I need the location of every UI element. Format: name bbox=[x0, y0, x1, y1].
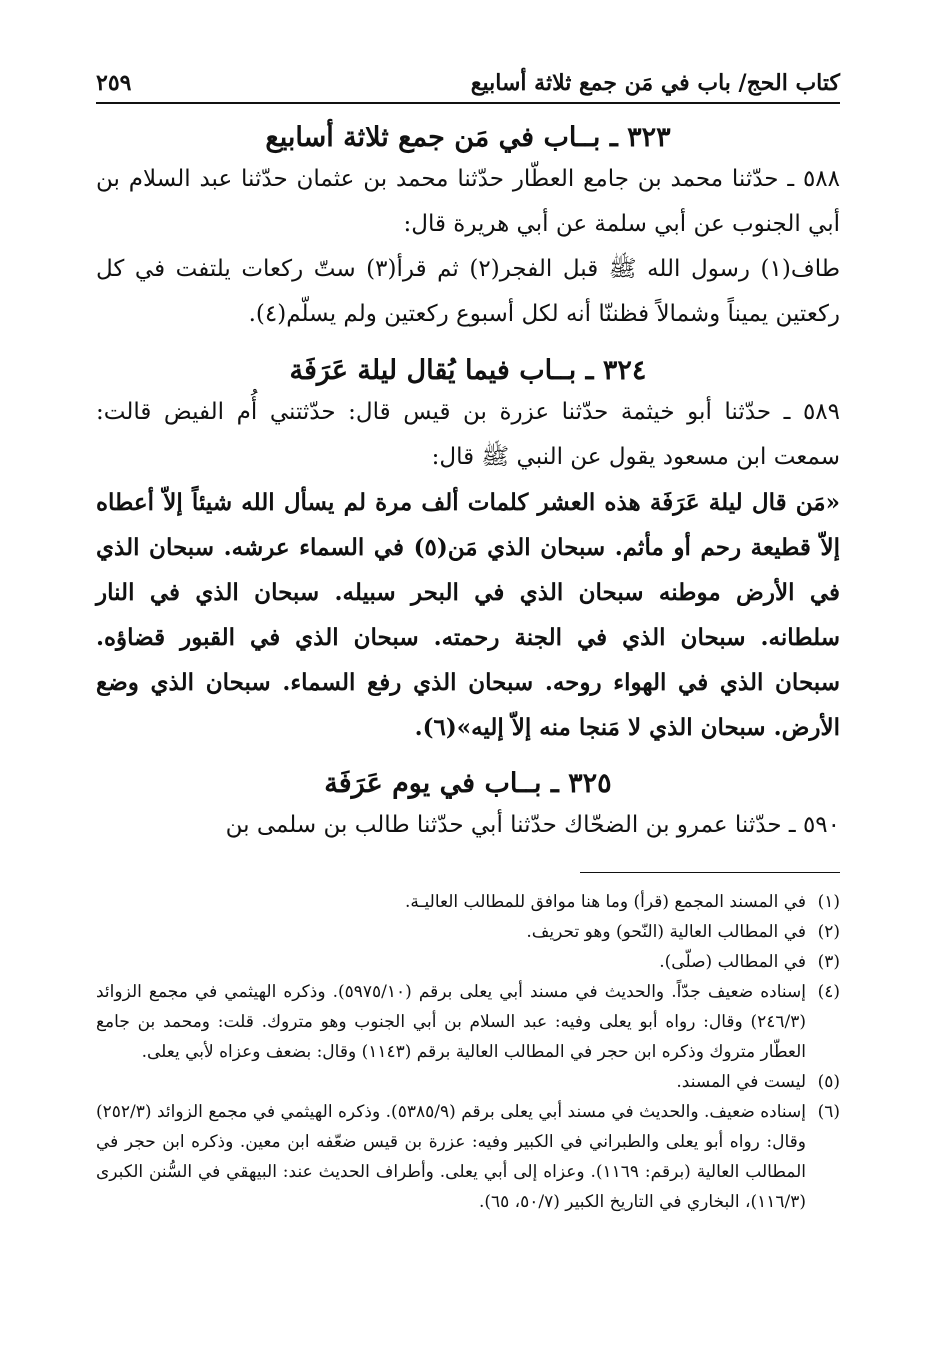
footnote-text: في المسند المجمع (قرأ) وما هنا موافق للمطالب العاليـة. bbox=[405, 892, 806, 912]
section-325 bbox=[96, 768, 840, 848]
document-page bbox=[96, 70, 840, 1217]
chapter-heading: ٣٢٥ ـ بــاب في يوم عَرَفَة bbox=[324, 768, 612, 799]
footnote bbox=[96, 947, 840, 977]
page-number: ٢٥٩ bbox=[96, 70, 132, 96]
running-header bbox=[96, 70, 840, 104]
section-323 bbox=[96, 122, 840, 337]
footnote-number: (٣) bbox=[817, 952, 840, 972]
hadith-paragraph: ٥٩٠ ـ حدّثنا عمرو بن الضحّاك حدّثنا أبي حدّثنا طالب بن سلمى بن bbox=[225, 812, 840, 838]
footnote-text: إسناده ضعيف جدّاً. والحديث في مسند أبي يعلى برقم (٥٩٧٥/١٠). وذكره الهيثمي في مجمع الزوائد (٢٤٦/٣) وقال: رواه أبو يعلى وفيه: عبد السلام بن أبي الجنوب وهو متروك. قلت: ومحمد بن جامع العطّار متروك وذكره ابن حجر في المطالب العالية برقم (١١٤٣) وقال: بضعف وعزاه لأبي يعلى. bbox=[96, 982, 806, 1062]
footnote-number: (٦) bbox=[817, 1102, 840, 1122]
footnote bbox=[96, 887, 840, 917]
header-title: كتاب الحج/ باب في مَن جمع ثلاثة أسابيع bbox=[470, 70, 840, 96]
footnote-separator bbox=[580, 872, 840, 873]
hadith-paragraph: طاف(١) رسول الله ﷺ قبل الفجر(٢) ثم قرأ(٣) ستّ ركعات يلتفت في كل ركعتين يميناً وشمالاً فظننّا أنه لكل أسبوع ركعتين ولم يسلّم(٤). bbox=[96, 256, 841, 327]
chapter-heading: ٣٢٤ ـ بــاب فيما يُقال ليلة عَرَفَة bbox=[289, 355, 647, 386]
footnote bbox=[96, 1097, 840, 1217]
footnote-text: في المطالب (صلّى). bbox=[659, 952, 806, 972]
footnotes bbox=[96, 887, 840, 1217]
hadith-paragraph: ٥٨٩ ـ حدّثنا أبو خيثمة حدّثنا عزرة بن قيس قال: حدّثتني أُم الفيض قالت: سمعت ابن مسعود يقول عن النبي ﷺ قال: bbox=[96, 399, 840, 470]
footnote-text: إسناده ضعيف. والحديث في مسند أبي يعلى برقم (٥٣٨٥/٩). وذكره الهيثمي في مجمع الزوائد (٢٥٢/٣) وقال: رواه أبو يعلى والطبراني في الكبير وفيه: عزرة بن قيس ضعّفه ابن معين. وذكره ابن حجر في المطالب العالية (برقم: ١١٦٩). وعزاه إلى أبي يعلى. وأطراف الحديث عند: البيهقي في السُّنن الكبرى (١١٦/٣)، البخاري في التاريخ الكبير (٥٠/٧، ٦٥). bbox=[96, 1102, 806, 1212]
footnote-number: (٤) bbox=[817, 982, 840, 1002]
hadith-text-bold: «مَن قال ليلة عَرَفَة هذه العشر كلمات ألف مرة لم يسأل الله شيئاً إلاّ أعطاه إلاّ قطيعة رحم أو مأثم. سبحان الذي مَن(٥) في السماء عرشه. سبحان الذي في الأرض موطنه سبحان الذي في البحر سبيله. سبحان الذي في النار سلطانه. سبحان الذي في الجنة رحمته. سبحان الذي في القبور قضاؤه. سبحان الذي في الهواء روحه. سبحان الذي رفع السماء. سبحان الذي وضع الأرض. سبحان الذي لا مَنجا منه إلاّ إليه»(٦). bbox=[96, 489, 841, 741]
footnote-number: (٢) bbox=[817, 922, 840, 942]
footnote bbox=[96, 1067, 840, 1097]
footnote-text: ليست في المسند. bbox=[676, 1072, 806, 1092]
footnote bbox=[96, 917, 840, 947]
footnote-number: (١) bbox=[817, 892, 840, 912]
chapter-heading: ٣٢٣ ـ بــاب في مَن جمع ثلاثة أسابيع bbox=[265, 122, 671, 153]
footnote bbox=[96, 977, 840, 1067]
section-324 bbox=[96, 355, 840, 750]
footnote-number: (٥) bbox=[817, 1072, 840, 1092]
hadith-paragraph: ٥٨٨ ـ حدّثنا محمد بن جامع العطّار حدّثنا محمد بن عثمان حدّثنا عبد السلام بن أبي الجنوب عن أبي سلمة عن أبي هريرة قال: bbox=[96, 166, 840, 237]
footnote-text: في المطالب العالية (النّحو) وهو تحريف. bbox=[526, 922, 806, 942]
